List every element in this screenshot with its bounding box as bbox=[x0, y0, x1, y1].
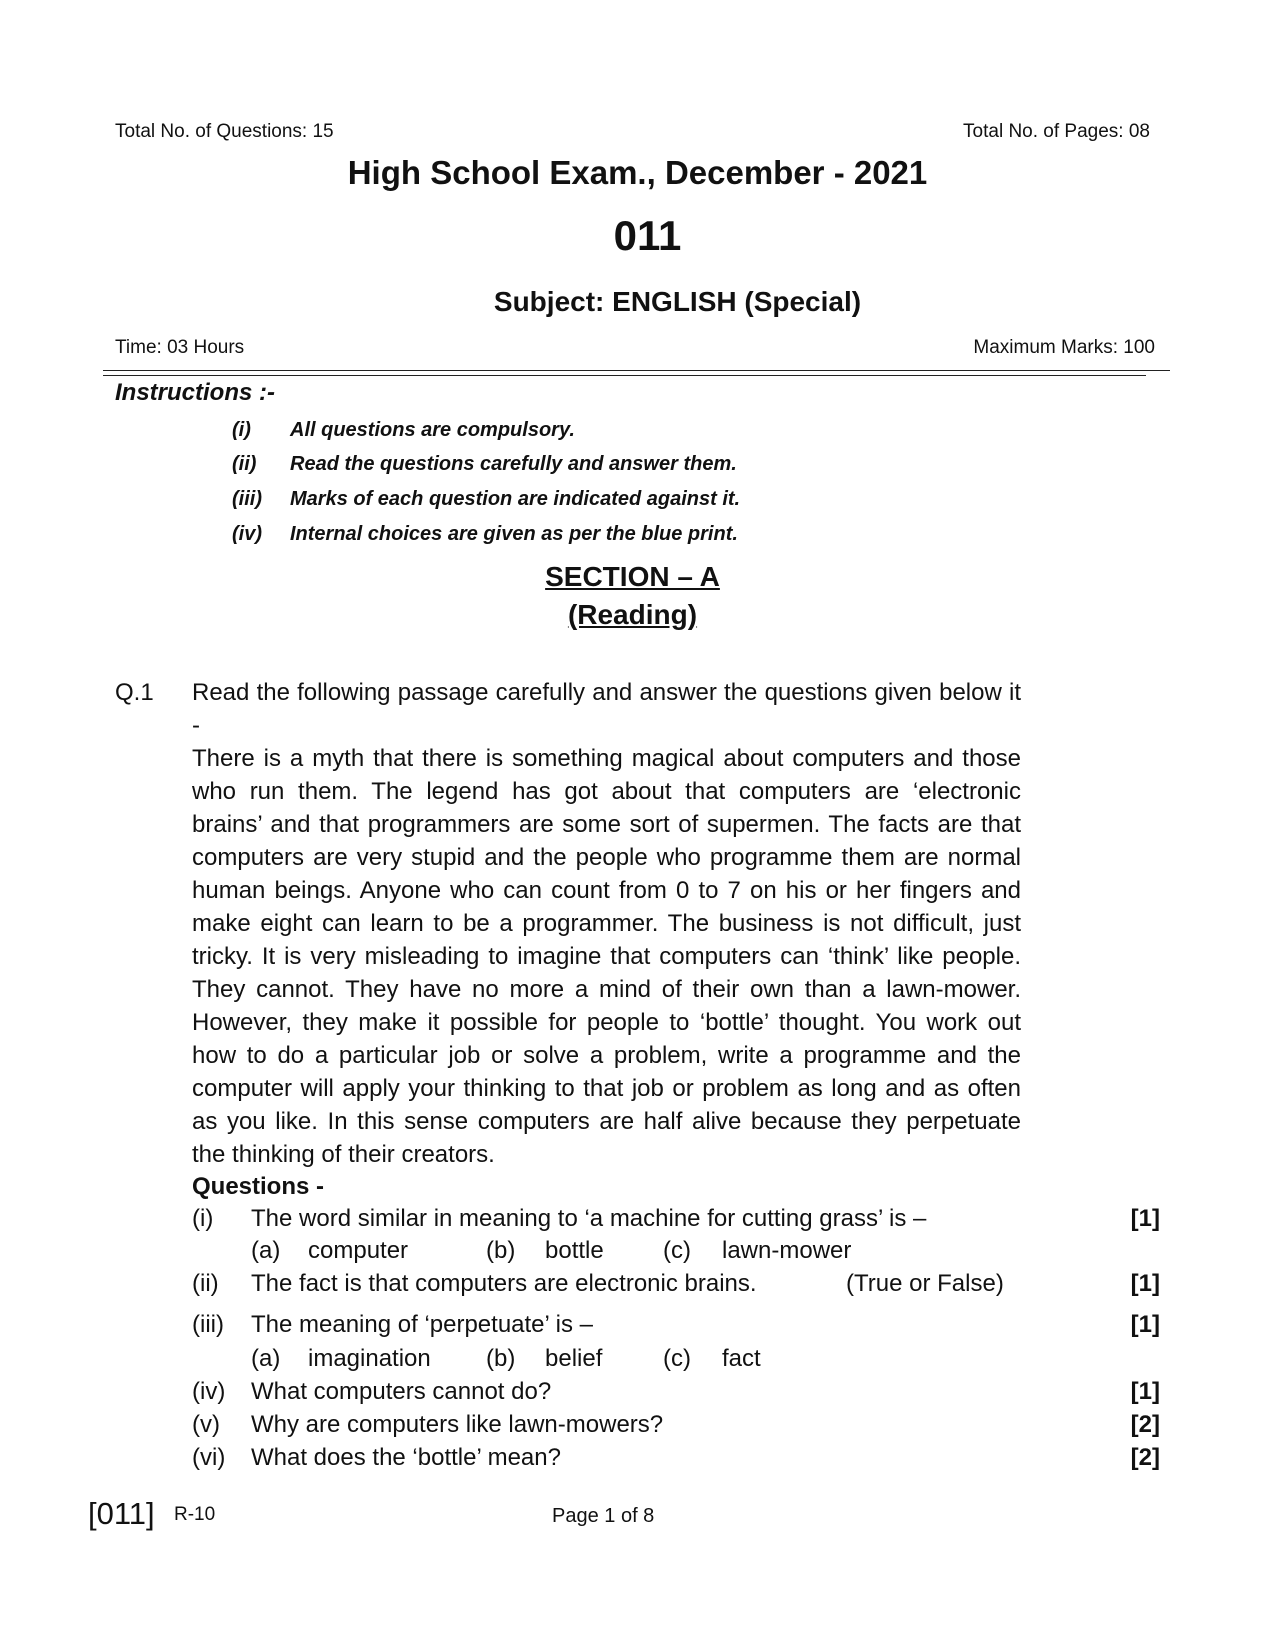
sub-question bbox=[192, 1270, 1160, 1302]
option-label: (a) bbox=[251, 1237, 281, 1264]
sub-question-number: (iv) bbox=[192, 1378, 226, 1405]
question-prompt: Read the following passage carefully and answer the questions given below it - bbox=[192, 679, 1021, 739]
sub-question bbox=[192, 1444, 1160, 1476]
sub-question-text: Why are computers like lawn-mowers? bbox=[251, 1411, 664, 1438]
marks-badge: [2] bbox=[1130, 1411, 1160, 1438]
sub-question bbox=[192, 1205, 1160, 1237]
option-text: bottle bbox=[545, 1237, 604, 1264]
header-rule-inner bbox=[103, 375, 1146, 376]
sub-question-number: (v) bbox=[192, 1411, 220, 1438]
marks-badge: [1] bbox=[1130, 1270, 1160, 1297]
sub-question-text: The meaning of ‘perpetuate’ is – bbox=[251, 1311, 593, 1338]
true-false-hint: (True or False) bbox=[846, 1270, 1004, 1297]
instruction-number: (iv) bbox=[232, 523, 262, 545]
sub-question-text: The word similar in meaning to ‘a machine for cutting grass’ is – bbox=[251, 1205, 927, 1232]
sub-question-number: (i) bbox=[192, 1205, 214, 1232]
instruction-number: (i) bbox=[232, 419, 251, 441]
instruction-text: Read the questions carefully and answer them. bbox=[290, 453, 737, 475]
option-label: (b) bbox=[486, 1345, 516, 1372]
option-text: fact bbox=[722, 1345, 761, 1372]
subject-line: Subject: ENGLISH (Special) bbox=[493, 286, 862, 317]
option-label: (b) bbox=[486, 1237, 516, 1264]
footer-reference: R-10 bbox=[174, 1504, 216, 1525]
option-text: computer bbox=[308, 1237, 409, 1264]
instructions-heading: Instructions :- bbox=[115, 379, 275, 406]
option-text: imagination bbox=[308, 1345, 431, 1372]
page-number: Page 1 of 8 bbox=[552, 1505, 655, 1527]
section-title: SECTION – A bbox=[545, 561, 720, 592]
reading-passage bbox=[192, 676, 1021, 1171]
marks-badge: [2] bbox=[1130, 1444, 1160, 1471]
section-subtitle: (Reading) bbox=[567, 599, 698, 630]
option-label: (c) bbox=[663, 1345, 691, 1372]
sub-question-text: The fact is that computers are electronic brains. bbox=[251, 1270, 757, 1297]
option-text: belief bbox=[545, 1345, 603, 1372]
sub-question-number: (ii) bbox=[192, 1270, 219, 1297]
option-label: (c) bbox=[663, 1237, 691, 1264]
footer-paper-code: [011] bbox=[88, 1496, 155, 1531]
instruction-number: (ii) bbox=[232, 453, 257, 475]
maximum-marks: Maximum Marks: 100 bbox=[973, 337, 1155, 358]
sub-question bbox=[192, 1378, 1160, 1410]
sub-question-number: (iii) bbox=[192, 1311, 224, 1338]
exam-title: High School Exam., December - 2021 bbox=[347, 154, 928, 191]
instruction-text: All questions are compulsory. bbox=[290, 419, 575, 441]
sub-question bbox=[192, 1411, 1160, 1443]
total-questions: Total No. of Questions: 15 bbox=[115, 121, 334, 142]
time-allowed: Time: 03 Hours bbox=[115, 337, 245, 358]
sub-question-text: What does the ‘bottle’ mean? bbox=[251, 1444, 561, 1471]
marks-badge: [1] bbox=[1130, 1205, 1160, 1232]
passage-text: There is a myth that there is something magical about computers and those who run them. The legend has got about that computers are ‘electronic brains’ and that programmers are some sort of supermen. The facts are that computers are very stupid and the people who programme them are normal human beings. Anyone who can count from 0 to 7 on his or her fingers and make eight can learn to be a programmer. The business is not difficult, just tricky. It is very misleading to imagine that computers can ‘think’ like people. They cannot. They have no more a mind of their own than a lawn-mower. However, they make it possible for people to ‘bottle’ thought. You work out how to do a particular job or solve a problem, write a programme and the computer will apply your thinking to that job or problem as long and as often as you like. In this sense computers are half alive because they perpetuate the thinking of their creators. bbox=[192, 745, 1021, 1168]
paper-code: 011 bbox=[613, 212, 682, 259]
option-text: lawn-mower bbox=[722, 1237, 852, 1264]
sub-question-text: What computers cannot do? bbox=[251, 1378, 552, 1405]
question-number: Q.1 bbox=[115, 679, 154, 706]
instruction-number: (iii) bbox=[232, 488, 262, 510]
sub-question-number: (vi) bbox=[192, 1444, 226, 1471]
header-rule bbox=[103, 370, 1170, 371]
instruction-text: Internal choices are given as per the blue print. bbox=[290, 523, 738, 545]
sub-question bbox=[192, 1311, 1160, 1343]
total-pages: Total No. of Pages: 08 bbox=[963, 121, 1150, 142]
option-label: (a) bbox=[251, 1345, 281, 1372]
instruction-text: Marks of each question are indicated against it. bbox=[290, 488, 741, 510]
marks-badge: [1] bbox=[1130, 1378, 1160, 1405]
questions-heading: Questions - bbox=[192, 1173, 325, 1200]
marks-badge: [1] bbox=[1130, 1311, 1160, 1338]
